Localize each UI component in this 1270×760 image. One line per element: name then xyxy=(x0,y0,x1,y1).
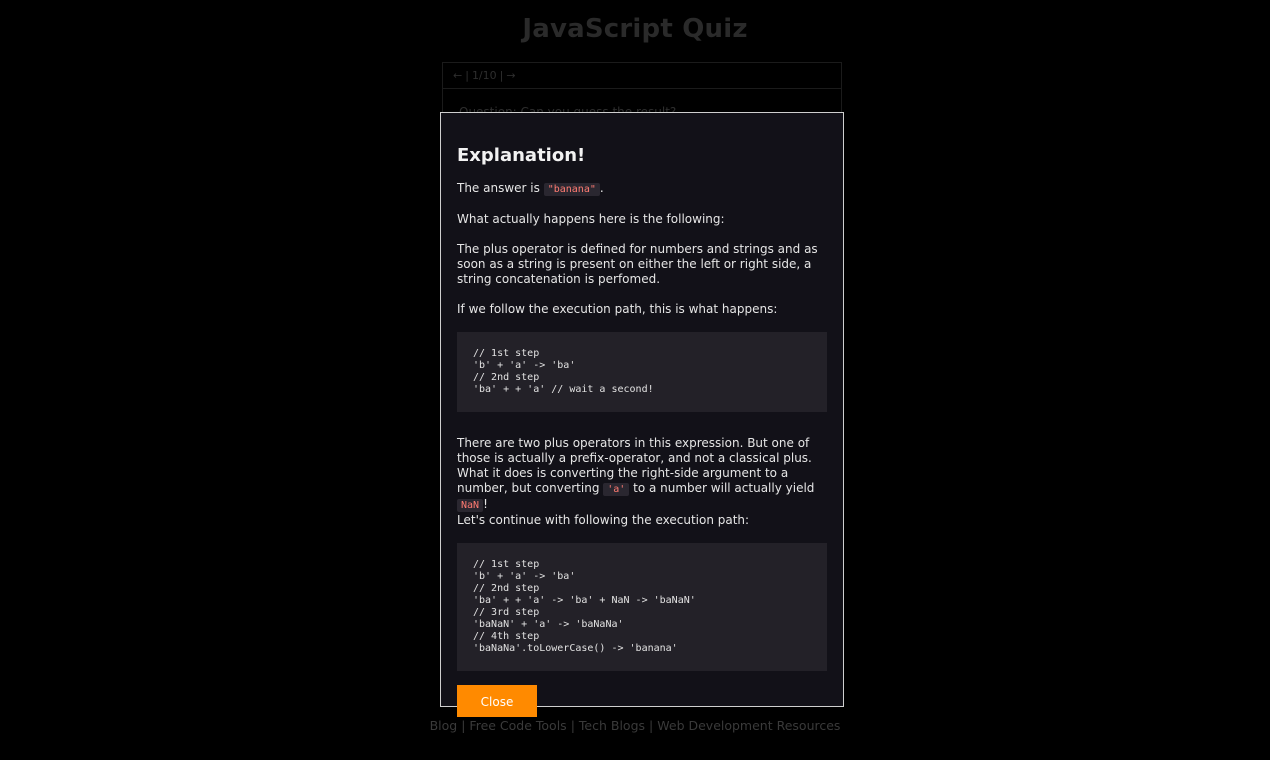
code-line: 'ba' + + 'a' -> 'ba' + NaN -> 'baNaN' xyxy=(473,595,696,606)
answer-paragraph: The answer is "banana" . xyxy=(457,181,604,195)
footer-link-tech-blogs[interactable]: Tech Blogs xyxy=(578,718,646,733)
footer-link-blog[interactable]: Blog xyxy=(429,718,458,733)
footer-links: Blog | Free Code Tools | Tech Blogs | Web Development Resources xyxy=(429,718,841,733)
what-happens-paragraph: What actually happens here is the following: xyxy=(457,212,725,226)
code-a: 'a' xyxy=(603,483,629,496)
explanation-modal xyxy=(440,112,844,707)
code-line: 'b' + 'a' -> 'ba' xyxy=(473,360,576,371)
code-line: // 2nd step xyxy=(473,372,540,383)
code-line: // 2nd step xyxy=(473,583,540,594)
prev-arrow-icon[interactable]: ← xyxy=(453,69,463,82)
modal-heading: Explanation! xyxy=(457,145,586,166)
follow-path-paragraph: If we follow the execution path, this is what happens: xyxy=(457,302,778,316)
code-line: // 3rd step xyxy=(473,607,540,618)
code-block-2 xyxy=(457,543,827,671)
code-line: // 1st step xyxy=(473,559,540,570)
prefix-operator-paragraph: There are two plus operators in this expression. But one of those is actually a prefix-operator, and not a classical plus. What it does is converting the right-side argument to a number, but converting 'a' to a number will actually yield NaN ! Let's continue with following the execution path: xyxy=(457,436,815,527)
plus-operator-paragraph: The plus operator is defined for numbers and strings and as soon as a string is present on either the left or right side, a string concatenation is perfomed. xyxy=(457,242,818,286)
page-title: JavaScript Quiz xyxy=(522,14,748,44)
code-nan: NaN xyxy=(457,499,483,512)
code-block-1 xyxy=(457,332,827,412)
question-position: 1/10 xyxy=(471,69,497,82)
answer-code: "banana" xyxy=(544,183,600,196)
code-line: // 4th step xyxy=(473,631,540,642)
code-line: 'baNaN' + 'a' -> 'baNaNa' xyxy=(473,619,624,630)
code-line: 'baNaNa'.toLowerCase() -> 'banana' xyxy=(473,643,678,654)
close-button[interactable]: Close xyxy=(457,685,537,717)
code-line: // 1st step xyxy=(473,348,540,359)
code-line: 'ba' + + 'a' // wait a second! xyxy=(473,384,654,395)
footer-link-web-dev-resources[interactable]: Web Development Resources xyxy=(657,718,841,733)
code-line: 'b' + 'a' -> 'ba' xyxy=(473,571,576,582)
footer-link-free-code-tools[interactable]: Free Code Tools xyxy=(469,718,567,733)
quiz-navigation: ← | 1/10 | → xyxy=(443,63,841,89)
next-arrow-icon[interactable]: → xyxy=(506,69,516,82)
